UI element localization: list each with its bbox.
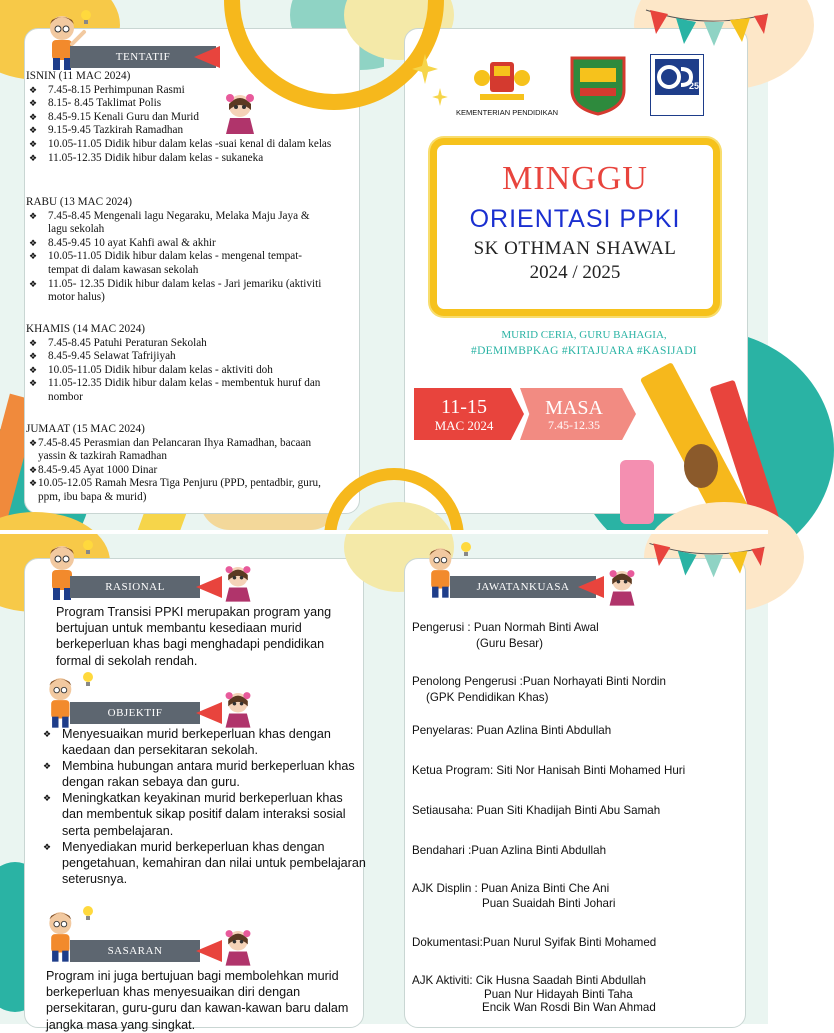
committee-row [412,843,742,859]
logo-badge: 25 [688,81,699,91]
schedule-item: ❖ 7.45-8.45 Mengenali lagu Negaraku, Melaka Maju Jaya & lagu sekolah [26,210,328,237]
day-heading: JUMAAT (15 MAC 2024) [26,423,145,435]
committee-row [412,803,742,819]
committee-line: AJK Displin : Puan Aniza Binti Che Ani [412,882,610,895]
ppki-logo [650,54,704,116]
schedule-item: ❖ 7.45-8.45 Perasmian dan Pelancaran Ihya Ramadhan, bacaan yassin & tazkirah Ramadhan [26,437,338,464]
date-range: 11-15 [441,396,487,418]
day-heading: KHAMIS (14 MAC 2024) [26,323,146,335]
schedule-item: ❖ 8.45-9.45 Ayat 1000 Dinar [26,464,338,478]
header-arrow [578,576,604,598]
committee-line: Penyelaras: Puan Azlina Binti Abdullah [412,724,612,737]
committee-line: Bendahari :Puan Azlina Binti Abdullah [412,844,607,857]
jawatankuasa-title: JAWATANKUASA [476,581,570,593]
day-khamis [26,323,348,405]
sasaran-header [70,940,200,962]
schedule-item: ❖ 7.45-8.15 Perhimpunan Rasmi [26,84,348,98]
girl-mascot-icon [222,928,254,966]
objektif-list [40,726,366,887]
lightbulb-icon [80,670,96,688]
committee-row [412,974,742,1015]
sasaran-text: Program ini juga bertujuan bagi membolehkan murid berkeperluan khas menyesuaikan diri dengan persekitaran, guru-guru dan kawan-kawan baru dalam jangka masa yang singkat. [46,969,349,1032]
committee-panel [384,532,768,1024]
committee-line: Setiausaha: Puan Siti Khadijah Binti Abu Samah [412,804,661,817]
session-year: 2024 / 2025 [529,262,621,283]
objektif-item: ❖ Meningkatkan keyakinan murid berkeperluan khas dan membentuk sikap positif dalam interaksi sosial serta pembelajaran. [40,790,366,838]
objektif-item: ❖ Menyesuaikan murid berkeperluan khas dengan kaedaan dan persekitaran sekolah. [40,726,366,758]
schedule-item: ❖ 8.45-9.45 Selawat Tafrijiyah [26,350,348,364]
lightbulb-icon [80,538,96,556]
committee-row [412,763,742,779]
rasional-title: RASIONAL [105,581,165,593]
lightbulb-icon [80,904,96,922]
day-heading: ISNIN (11 MAC 2024) [26,70,131,82]
committee-line: (Guru Besar) [476,636,544,650]
school-shield-icon [568,54,628,116]
day-heading: RABU (13 MAC 2024) [26,196,132,208]
title-minggu: MINGGU [502,160,648,197]
sasaran-title: SASARAN [107,945,163,957]
schedule-item: ❖ 8.45-9.15 Kenali Guru dan Murid [26,111,348,125]
rasional-header [70,576,200,598]
schedule-item: ❖ 10.05-11.05 Didik hibur dalam kelas - aktiviti doh [26,364,348,378]
bunting-flags-icon [646,534,768,600]
ministry-crest-icon [474,56,530,102]
rasional-text: Program Transisi PPKI merupakan program yang bertujuan untuk membantu kesediaan murid berkeperluan khas bagi menghadapi pendidikan formal di sekolah rendah. [56,605,332,668]
committee-line: AJK Aktiviti: Cik Husna Saadah Binti Abdullah [412,974,646,987]
schedule-item: ❖ 7.45-8.45 Patuhi Peraturan Sekolah [26,337,348,351]
sparkle-icon [412,54,438,84]
ministry-name: KEMENTERIAN PENDIDIKAN [455,108,559,117]
objektif-title: OBJEKTIF [107,707,163,719]
committee-line: (GPK Pendidikan Khas) [426,690,549,704]
schedule-item: ❖ 10.05-11.05 Didik hibur dalam kelas - mengenal tempat-tempat di dalam kawasan sekolah [26,250,328,277]
header-arrow [196,702,222,724]
page-divider [0,530,768,534]
girl-mascot-icon [222,690,254,728]
title-orientasi: ORIENTASI PPKI [469,205,681,233]
header-arrow [196,576,222,598]
committee-row [412,882,742,911]
committee-row [412,620,742,651]
schedule-item: ❖ 9.15-9.45 Tazkirah Ramadhan [26,124,348,138]
committee-line: Penolong Pengerusi :Puan Norhayati Binti Nordin [412,675,666,688]
schedule-item: ❖ 10.05-11.05 Didik hibur dalam kelas -suai kenal di dalam kelas [26,138,348,152]
girl-mascot-icon [222,564,254,602]
committee-row [412,935,742,951]
committee-line: Puan Suaidah Binti Johari [482,896,616,910]
header-arrow [194,46,220,68]
header-arrow [196,940,222,962]
schedule-item: ❖ 8.45-9.45 10 ayat Kahfi awal & akhir [26,237,328,251]
committee-row [412,723,742,739]
objektif-item: ❖ Menyediakan murid berkeperluan khas dengan pengetahuan, kemahiran dan nilai untuk pembelajaran seterusnya. [40,839,366,887]
committee-line: Pengerusi : Puan Normah Binti Awal [412,621,599,634]
committee-line: Encik Wan Rosdi Bin Wan Ahmad [482,1001,656,1014]
jawatankuasa-header [450,576,596,598]
time-label: MASA [545,397,603,419]
school-name: SK OTHMAN SHAWAL [473,238,677,259]
paintbrush-illustration [684,444,718,488]
objektif-header [70,702,200,724]
date-month: MAC 2024 [434,418,494,433]
day-rabu [26,196,328,305]
lightbulb-icon [78,8,94,26]
info-panel [0,532,384,1032]
schedule-item: ❖ 8.15- 8.45 Taklimat Polis [26,97,348,111]
lightbulb-icon [458,540,474,558]
cover-panel [384,0,768,532]
eraser-illustration [620,460,654,524]
schedule-item: ❖ 11.05- 12.35 Didik hibur dalam kelas - Jari jemariku (aktiviti motor halus) [26,278,328,305]
hashtags: #DEMIMBPKAG #KITAJUARA #KASIJADI [471,345,697,357]
schedule-item: ❖ 11.05-12.35 Didik hibur dalam kelas - sukaneka [26,152,348,166]
girl-mascot-icon [606,568,638,606]
day-jumaat [26,423,338,505]
committee-row [412,674,742,705]
committee-line: Dokumentasi:Puan Nurul Syifak Binti Mohamed [412,936,657,949]
tentatif-title: TENTATIF [115,51,171,63]
sparkle-icon [432,88,448,106]
schedule-item: ❖ 11.05-12.35 Didik hibur dalam kelas - membentuk huruf dan nombor [26,377,348,404]
committee-line: Puan Nur Hidayah Binti Taha [484,987,633,1001]
ppki-emblem-icon [651,55,703,99]
schedule-item: ❖ 10.05-12.05 Ramah Mesra Tiga Penjuru (PPD, pentadbir, guru, ppm, ibu bapa & murid) [26,477,338,504]
time-value: 7.45-12.35 [548,418,600,432]
committee-line: Ketua Program: Siti Nor Hanisah Binti Mohamed Huri [412,764,686,777]
objektif-item: ❖ Membina hubungan antara murid berkeperluan khas dengan rakan sebaya dan guru. [40,758,366,790]
slogan: MURID CERIA, GURU BAHAGIA, [501,329,667,341]
